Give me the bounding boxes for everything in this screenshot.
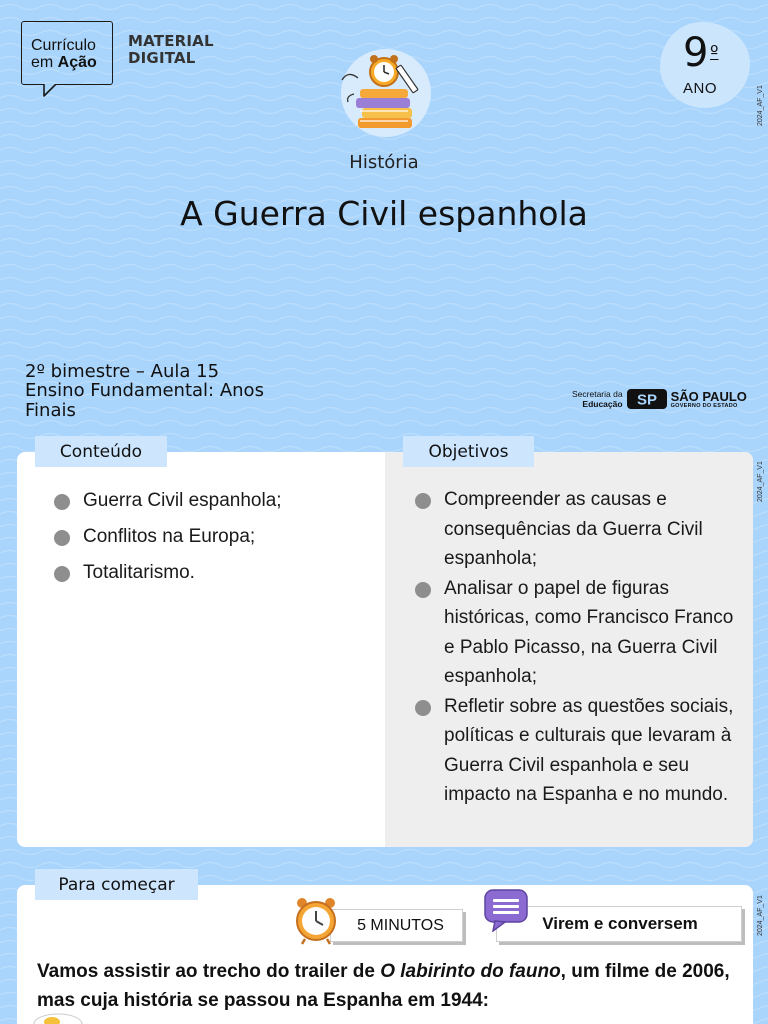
grade-label: ANO xyxy=(683,80,718,97)
objetivos-list xyxy=(415,485,735,810)
sp-government-logo xyxy=(572,389,747,409)
partial-icon xyxy=(32,1012,84,1024)
sp-gov: GOVERNO DO ESTADO xyxy=(670,402,738,409)
sp-mark-icon xyxy=(627,389,667,409)
time-label: 5 MINUTOS xyxy=(357,916,444,934)
time-pill xyxy=(330,909,463,942)
meta-line2: Ensino Fundamental: Anos xyxy=(25,380,264,401)
grade-number: 9 xyxy=(683,30,709,76)
sp-sec-line1: Secretaria da xyxy=(572,389,623,399)
intro-paragraph-pre: Vamos assistir ao trecho do trailer de xyxy=(37,961,381,982)
tab-conteudo: Conteúdo xyxy=(35,436,167,467)
intro-paragraph-post: , um filme de 2006, mas cuja história se passou na Espanha em 1944: xyxy=(37,961,730,1011)
sp-mark-text: SP xyxy=(636,391,657,409)
curriculo-em-acao-logo xyxy=(21,21,113,85)
film-title: O labirinto do fauno xyxy=(380,961,561,982)
conteudo-list xyxy=(54,486,374,594)
speech-tail-icon xyxy=(42,84,82,98)
lesson-title: A Guerra Civil espanhola xyxy=(180,194,588,233)
speech-bubble-icon xyxy=(483,888,529,932)
curriculo-logo-line2a: em xyxy=(31,54,58,71)
activity-label: Virem e conversem xyxy=(542,914,698,933)
clock-icon xyxy=(293,895,339,945)
material-logo-line2: DIGITAL xyxy=(128,49,196,67)
activity-pill xyxy=(496,906,742,942)
intro-paragraph xyxy=(37,957,737,1015)
material-digital-logo xyxy=(128,33,214,67)
tab-para-comecar: Para começar xyxy=(35,869,198,900)
meta-line1: 2º bimestre – Aula 15 xyxy=(25,361,220,382)
list-item: Conflitos na Europa; xyxy=(54,522,374,552)
grade-ordinal: º xyxy=(710,42,719,63)
list-item: Compreender as causas e consequências da Guerra Civil espanhola; xyxy=(415,485,735,574)
side-code: 2024_AF_V1 xyxy=(757,895,764,936)
subject-label: História xyxy=(349,152,419,173)
list-item: Totalitarismo. xyxy=(54,558,374,588)
material-logo-line1: MATERIAL xyxy=(128,32,214,50)
list-item: Guerra Civil espanhola; xyxy=(54,486,374,516)
sp-name: SÃO PAULO xyxy=(670,388,747,404)
meta-line3: Finais xyxy=(25,400,76,421)
tab-objetivos: Objetivos xyxy=(403,436,534,467)
list-item: Analisar o papel de figuras históricas, como Francisco Franco e Pablo Picasso, na Guerra Civil espanhola; xyxy=(415,574,735,692)
curriculo-logo-line1: Currículo xyxy=(31,37,96,54)
books-clock-icon xyxy=(338,52,430,134)
side-code: 2024_AF_V1 xyxy=(757,461,764,502)
curriculo-logo-line2b: Ação xyxy=(57,54,97,71)
sp-sec-line2: Educação xyxy=(582,399,623,409)
list-item: Refletir sobre as questões sociais, políticas e culturais que levaram à Guerra Civil espanhola e seu impacto na Espanha e no mundo. xyxy=(415,692,735,810)
side-code: 2024_AF_V1 xyxy=(757,85,764,126)
